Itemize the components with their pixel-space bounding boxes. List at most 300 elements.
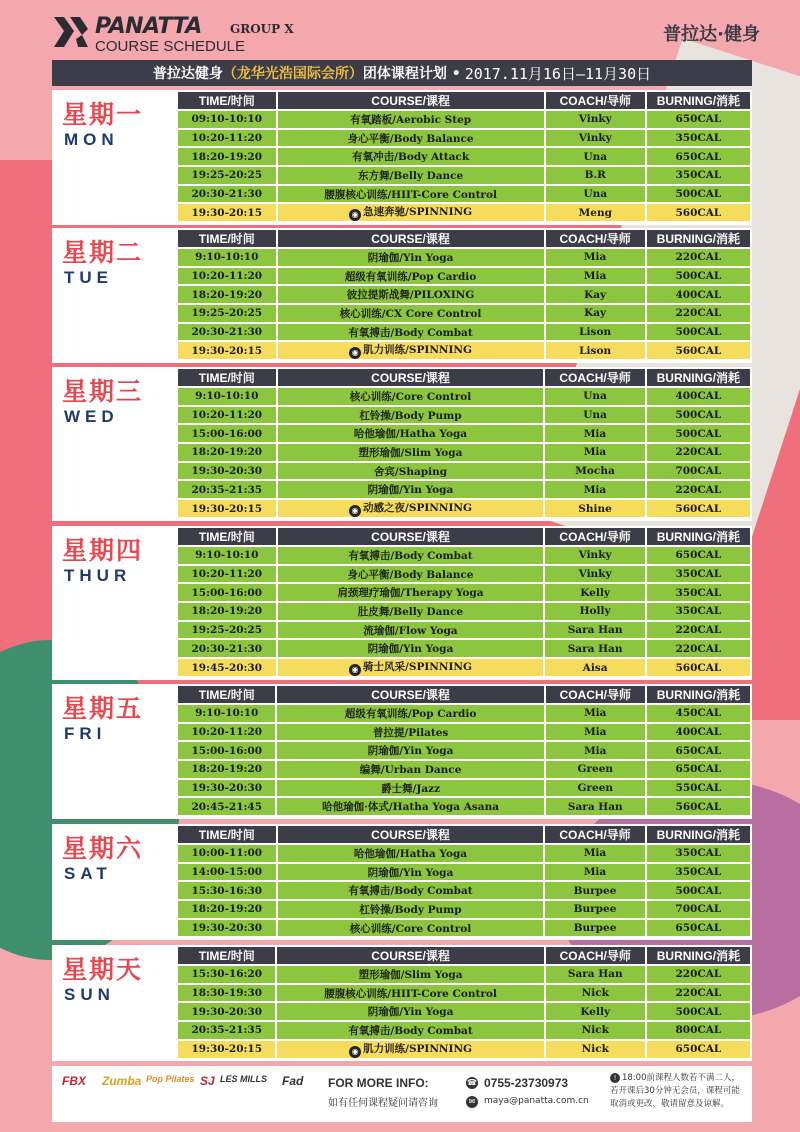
time-cell: 09:10-10:10 <box>178 111 276 128</box>
table-header-row <box>178 947 750 964</box>
time-cell: 20:30-21:30 <box>178 640 276 657</box>
day-name-en: TUE <box>64 268 113 287</box>
column-header-coach: COACH/导师 <box>546 92 645 109</box>
coach-cell: Mia <box>545 845 644 862</box>
coach-cell: Green <box>546 761 645 778</box>
time-cell: 20:45-21:45 <box>178 798 275 815</box>
table-row <box>178 481 750 498</box>
course-name: 核心训练/Core Control <box>349 922 472 935</box>
table-row <box>178 388 750 405</box>
column-header-course: COURSE/课程 <box>278 369 544 386</box>
course-cell <box>277 705 543 722</box>
table-row <box>178 167 750 184</box>
table-row <box>178 640 750 657</box>
course-name: 核心训练/CX Core Control <box>339 307 482 320</box>
course-cell <box>278 130 544 147</box>
day-block-mon <box>52 90 752 225</box>
course-cell <box>277 1022 543 1039</box>
brand-name: PANATTA <box>95 14 202 39</box>
coach-cell: Nick <box>546 1022 645 1039</box>
table-row <box>178 780 750 797</box>
course-name: 阴瑜伽/Yin Yoga <box>367 484 454 497</box>
column-header-burning: BURNING/消耗 <box>647 369 750 386</box>
course-cell <box>277 742 543 759</box>
column-header-time: TIME/时间 <box>178 92 276 109</box>
column-header-course: COURSE/课程 <box>277 947 543 964</box>
coach-cell: Vinky <box>545 547 644 564</box>
coach-cell: Burpee <box>545 901 644 918</box>
day-label <box>52 945 176 1061</box>
burning-cell: 500CAL <box>647 186 750 203</box>
course-cell <box>278 167 544 184</box>
coach-cell: Sara Han <box>545 640 644 657</box>
time-cell: 20:30-21:30 <box>178 186 276 203</box>
course-name: 哈他瑜伽·体式/Hatha Yoga Asana <box>322 801 500 814</box>
schedule-table <box>176 824 752 938</box>
day-block-sat <box>52 824 752 940</box>
column-header-course: COURSE/课程 <box>278 528 544 545</box>
table-row <box>178 584 750 601</box>
burning-cell: 350CAL <box>647 130 750 147</box>
table-row <box>178 130 750 147</box>
table-row <box>178 547 750 564</box>
column-header-course: COURSE/课程 <box>277 686 543 703</box>
brand-name-cn: 普拉达·健身 <box>663 24 760 45</box>
time-cell: 15:00-16:00 <box>178 425 276 442</box>
day-label <box>52 824 176 940</box>
burning-cell: 220CAL <box>647 966 750 983</box>
table-row <box>178 1003 750 1020</box>
burning-cell: 400CAL <box>647 286 750 303</box>
partner-logo: LES MILLS <box>220 1074 267 1084</box>
course-name: 有氧搏击/Body Combat <box>348 885 473 898</box>
course-name: 有氧冲击/Body Attack <box>352 151 470 164</box>
time-cell: 19:30-20:15 <box>178 204 276 221</box>
burning-cell: 500CAL <box>647 268 750 285</box>
burning-cell: 650CAL <box>647 761 750 778</box>
course-cell <box>278 324 544 341</box>
table-header-row <box>178 528 750 545</box>
day-label <box>52 367 176 521</box>
more-info-title: FOR MORE INFO: <box>328 1076 429 1090</box>
partner-logo: Pop Pilates <box>146 1074 195 1084</box>
table-row <box>178 111 750 128</box>
table-header-row <box>178 686 750 703</box>
column-header-time: TIME/时间 <box>178 686 275 703</box>
course-cell <box>277 780 543 797</box>
course-name: 肩颈理疗瑜伽/Therapy Yoga <box>337 587 484 600</box>
title-banner <box>52 60 752 86</box>
course-name: 普拉提/Pilates <box>372 726 449 739</box>
burning-cell: 350CAL <box>647 566 750 583</box>
time-cell: 19:30-20:30 <box>178 463 276 480</box>
coach-cell: Mia <box>545 864 644 881</box>
burning-cell: 500CAL <box>647 882 750 899</box>
coach-cell: Nick <box>546 985 645 1002</box>
course-name: 有氧搏击/Body Combat <box>348 1024 473 1037</box>
time-cell: 10:20-11:20 <box>178 724 275 741</box>
time-cell: 9:10-10:10 <box>178 705 275 722</box>
burning-cell: 650CAL <box>647 111 750 128</box>
table-header-row <box>178 369 750 386</box>
table-row <box>178 882 750 899</box>
email-address[interactable]: maya@panatta.com.cn <box>484 1096 589 1106</box>
table-row <box>178 148 750 165</box>
burning-cell: 220CAL <box>647 249 750 266</box>
time-cell: 19:25-20:25 <box>178 305 276 322</box>
column-header-coach: COACH/导师 <box>545 369 644 386</box>
column-header-course: COURSE/课程 <box>278 230 544 247</box>
coach-cell: Holly <box>545 603 644 620</box>
course-name: 阴瑜伽/Yin Yoga <box>367 1006 454 1019</box>
course-name: 有氧踏板/Aerobic Step <box>350 113 472 126</box>
course-cell <box>277 761 543 778</box>
table-row <box>178 659 750 676</box>
course-name: 东方舞/Belly Dance <box>358 169 464 182</box>
spinning-bike-icon: ◉ <box>349 209 361 221</box>
day-name-cn: 星期三 <box>62 377 144 406</box>
table-row <box>178 407 750 424</box>
burning-cell: 350CAL <box>647 167 750 184</box>
burning-cell: 220CAL <box>647 444 750 461</box>
table-row <box>178 920 750 937</box>
day-label <box>52 526 176 680</box>
time-cell: 18:20-19:20 <box>178 761 275 778</box>
course-cell <box>278 204 544 221</box>
day-name-cn: 星期天 <box>62 955 144 984</box>
course-cell <box>278 342 544 359</box>
coach-cell: Kelly <box>546 1003 645 1020</box>
burning-cell: 220CAL <box>647 640 750 657</box>
burning-cell: 550CAL <box>647 780 750 797</box>
time-cell: 15:30-16:30 <box>178 882 276 899</box>
time-cell: 18:30-19:30 <box>178 985 275 1002</box>
course-cell <box>278 407 544 424</box>
day-name-en: THUR <box>64 566 132 585</box>
time-cell: 10:20-11:20 <box>178 268 276 285</box>
phone-number[interactable]: 0755-23730973 <box>484 1076 569 1090</box>
day-label <box>52 228 176 363</box>
table-row <box>178 845 750 862</box>
burning-cell: 220CAL <box>647 985 750 1002</box>
course-cell <box>278 622 544 639</box>
burning-cell: 400CAL <box>647 388 750 405</box>
time-cell: 19:25-20:25 <box>178 167 276 184</box>
column-header-burning: BURNING/消耗 <box>647 528 750 545</box>
course-name: 肌力训练/SPINNING <box>363 1042 473 1055</box>
course-cell <box>278 882 544 899</box>
burning-cell: 220CAL <box>647 622 750 639</box>
table-row <box>178 1041 750 1058</box>
schedule-subtitle: COURSE SCHEDULE <box>95 38 246 55</box>
notice-text: 18:00前课程人数若不满二人，若开课后30分钟无会员，课程可能取消或更改，敬请留意及谅解。 <box>610 1073 740 1109</box>
spinning-bike-icon: ◉ <box>349 664 361 676</box>
course-name: 杠铃操/Body Pump <box>359 903 462 916</box>
burning-cell: 650CAL <box>647 148 750 165</box>
course-cell <box>277 966 543 983</box>
table-row <box>178 798 750 815</box>
time-cell: 19:30-20:30 <box>178 780 275 797</box>
burning-cell: 800CAL <box>647 1022 750 1039</box>
burning-cell: 650CAL <box>647 742 750 759</box>
table-row <box>178 901 750 918</box>
table-row <box>178 249 750 266</box>
schedule-table <box>176 90 752 223</box>
time-cell: 18:20-19:20 <box>178 603 276 620</box>
table-row <box>178 342 750 359</box>
table-row <box>178 864 750 881</box>
time-cell: 15:30-16:20 <box>178 966 275 983</box>
table-row <box>178 500 750 517</box>
column-header-coach: COACH/导师 <box>546 230 645 247</box>
day-name-cn: 星期五 <box>62 694 144 723</box>
burning-cell: 350CAL <box>647 864 750 881</box>
day-block-sun <box>52 945 752 1061</box>
schedule-table <box>176 526 752 678</box>
panatta-logo-icon <box>52 15 90 49</box>
time-cell: 18:20-19:20 <box>178 901 276 918</box>
column-header-burning: BURNING/消耗 <box>647 826 750 843</box>
time-cell: 15:00-16:00 <box>178 584 276 601</box>
table-row <box>178 985 750 1002</box>
course-name: 彼拉提斯战舞/PILOXING <box>346 289 475 302</box>
coach-cell: Vinky <box>546 130 645 147</box>
course-name: 急速奔驰/SPINNING <box>363 206 473 219</box>
course-cell <box>278 920 544 937</box>
column-header-time: TIME/时间 <box>178 369 276 386</box>
course-name: 身心平衡/Body Balance <box>347 568 474 581</box>
table-row <box>178 603 750 620</box>
course-cell <box>278 845 544 862</box>
day-block-wed <box>52 367 752 521</box>
time-cell: 19:30-20:15 <box>178 1041 275 1058</box>
burning-cell: 500CAL <box>647 407 750 424</box>
day-name-en: WED <box>64 407 119 426</box>
day-name-en: MON <box>64 130 119 149</box>
table-row <box>178 463 750 480</box>
coach-cell: Nick <box>546 1041 645 1058</box>
course-name: 有氧搏击/Body Combat <box>348 549 473 562</box>
time-cell: 10:20-11:20 <box>178 407 276 424</box>
table-row <box>178 622 750 639</box>
notice <box>610 1072 748 1111</box>
time-cell: 10:20-11:20 <box>178 130 276 147</box>
course-name: 核心训练/Core Control <box>349 390 472 403</box>
burning-cell: 560CAL <box>647 659 750 676</box>
course-name: 哈他瑜伽/Hatha Yoga <box>353 428 468 441</box>
burning-cell: 650CAL <box>647 1041 750 1058</box>
course-cell <box>278 901 544 918</box>
course-cell <box>278 603 544 620</box>
table-row <box>178 305 750 322</box>
time-cell: 19:45-20:30 <box>178 659 276 676</box>
course-name: 阴瑜伽/Yin Yoga <box>367 251 454 264</box>
header <box>0 0 800 58</box>
course-cell <box>278 566 544 583</box>
time-cell: 9:10-10:10 <box>178 547 276 564</box>
day-name-en: SAT <box>64 864 112 883</box>
coach-cell: Burpee <box>545 920 644 937</box>
time-cell: 20:35-21:35 <box>178 481 276 498</box>
course-name: 阴瑜伽/Yin Yoga <box>367 866 454 879</box>
column-header-burning: BURNING/消耗 <box>647 230 750 247</box>
column-header-coach: COACH/导师 <box>546 947 645 964</box>
course-name: 身心平衡/Body Balance <box>347 132 474 145</box>
burning-cell: 500CAL <box>647 1003 750 1020</box>
course-cell <box>278 111 544 128</box>
day-label <box>52 684 176 819</box>
coach-cell: Aisa <box>545 659 644 676</box>
course-cell <box>277 798 543 815</box>
column-header-coach: COACH/导师 <box>545 528 644 545</box>
coach-cell: Mia <box>546 724 645 741</box>
burning-cell: 560CAL <box>647 500 750 517</box>
course-cell <box>278 286 544 303</box>
footer <box>52 1066 752 1122</box>
course-name: 哈他瑜伽/Hatha Yoga <box>353 847 468 860</box>
column-header-time: TIME/时间 <box>178 947 275 964</box>
coach-cell: Mia <box>545 444 644 461</box>
course-name: 流瑜伽/Flow Yoga <box>363 624 458 637</box>
column-header-coach: COACH/导师 <box>545 826 644 843</box>
column-header-time: TIME/时间 <box>178 826 276 843</box>
time-cell: 19:30-20:30 <box>178 920 276 937</box>
time-cell: 20:35-21:35 <box>178 1022 275 1039</box>
spinning-bike-icon: ◉ <box>349 347 361 359</box>
coach-cell: Vinky <box>546 111 645 128</box>
group-x-label: GROUP X <box>230 22 294 36</box>
day-name-cn: 星期二 <box>62 238 144 267</box>
time-cell: 9:10-10:10 <box>178 388 276 405</box>
coach-cell: Kay <box>546 286 645 303</box>
coach-cell: Mia <box>546 742 645 759</box>
coach-cell: Burpee <box>545 882 644 899</box>
coach-cell: Una <box>546 148 645 165</box>
course-name: 舍宾/Shaping <box>373 465 448 478</box>
table-row <box>178 186 750 203</box>
coach-cell: Sara Han <box>545 622 644 639</box>
burning-cell: 650CAL <box>647 920 750 937</box>
table-row <box>178 324 750 341</box>
coach-cell: Una <box>545 407 644 424</box>
banner-dates: 2017.11月16日—11月30日 <box>464 64 652 83</box>
time-cell: 18:20-19:20 <box>178 444 276 461</box>
schedule-table <box>176 228 752 361</box>
course-cell <box>278 864 544 881</box>
time-cell: 18:20-19:20 <box>178 286 276 303</box>
coach-cell: Mia <box>545 425 644 442</box>
coach-cell: Mia <box>545 481 644 498</box>
time-cell: 18:20-19:20 <box>178 148 276 165</box>
burning-cell: 560CAL <box>647 204 750 221</box>
time-cell: 20:30-21:30 <box>178 324 276 341</box>
table-header-row <box>178 230 750 247</box>
burning-cell: 500CAL <box>647 425 750 442</box>
course-name: 超级有氧训练/Pop Cardio <box>344 270 477 283</box>
burning-cell: 560CAL <box>647 342 750 359</box>
column-header-burning: BURNING/消耗 <box>647 686 750 703</box>
day-label <box>52 90 176 225</box>
column-header-time: TIME/时间 <box>178 528 276 545</box>
burning-cell: 560CAL <box>647 798 750 815</box>
time-cell: 19:30-20:30 <box>178 1003 275 1020</box>
coach-cell: Kelly <box>545 584 644 601</box>
day-block-thur <box>52 526 752 680</box>
course-cell <box>278 640 544 657</box>
course-name: 腰腹核心训练/HIIT-Core Control <box>324 987 497 1000</box>
table-row <box>178 268 750 285</box>
course-cell <box>278 547 544 564</box>
table-row <box>178 566 750 583</box>
coach-cell: Una <box>546 186 645 203</box>
coach-cell: Mia <box>546 268 645 285</box>
table-header-row <box>178 826 750 843</box>
partner-logo: FBX <box>62 1074 86 1088</box>
burning-cell: 650CAL <box>647 547 750 564</box>
coach-cell: Mocha <box>545 463 644 480</box>
coach-cell: Lison <box>546 342 645 359</box>
course-name: 塑形瑜伽/Slim Yoga <box>358 446 463 459</box>
time-cell: 10:00-11:00 <box>178 845 276 862</box>
course-name: 超级有氧训练/Pop Cardio <box>344 707 477 720</box>
table-row <box>178 1022 750 1039</box>
course-cell <box>278 584 544 601</box>
course-cell <box>277 985 543 1002</box>
day-name-cn: 星期四 <box>62 536 144 565</box>
spinning-bike-icon: ◉ <box>349 1046 361 1058</box>
burning-cell: 400CAL <box>647 724 750 741</box>
day-name-cn: 星期六 <box>62 834 144 863</box>
course-cell <box>278 444 544 461</box>
burning-cell: 350CAL <box>647 603 750 620</box>
column-header-course: COURSE/课程 <box>278 92 544 109</box>
phone-icon: ☎ <box>467 1078 477 1087</box>
partner-logo: Fad <box>282 1074 304 1088</box>
warning-icon: ! <box>610 1073 620 1083</box>
column-header-time: TIME/时间 <box>178 230 276 247</box>
course-name: 杠铃操/Body Pump <box>359 409 462 422</box>
time-cell: 15:00-16:00 <box>178 742 275 759</box>
schedule-table <box>176 684 752 817</box>
course-cell <box>278 425 544 442</box>
course-name: 编舞/Urban Dance <box>359 763 462 776</box>
course-cell <box>278 500 544 517</box>
coach-cell: Una <box>545 388 644 405</box>
table-row <box>178 286 750 303</box>
coach-cell: Vinky <box>545 566 644 583</box>
burning-cell: 700CAL <box>647 463 750 480</box>
course-name: 阴瑜伽/Yin Yoga <box>367 643 454 656</box>
table-header-row <box>178 92 750 109</box>
coach-cell: Green <box>546 780 645 797</box>
course-cell <box>278 388 544 405</box>
column-header-burning: BURNING/消耗 <box>647 92 750 109</box>
column-header-coach: COACH/导师 <box>546 686 645 703</box>
course-cell <box>278 463 544 480</box>
table-row <box>178 724 750 741</box>
course-cell <box>278 481 544 498</box>
burning-cell: 350CAL <box>647 584 750 601</box>
course-cell <box>278 186 544 203</box>
burning-cell: 350CAL <box>647 845 750 862</box>
time-cell: 10:20-11:20 <box>178 566 276 583</box>
schedule-table <box>176 945 752 1060</box>
day-name-en: FRI <box>64 724 107 743</box>
burning-cell: 500CAL <box>647 324 750 341</box>
coach-cell: Kay <box>546 305 645 322</box>
course-cell <box>278 249 544 266</box>
spinning-bike-icon: ◉ <box>349 505 361 517</box>
